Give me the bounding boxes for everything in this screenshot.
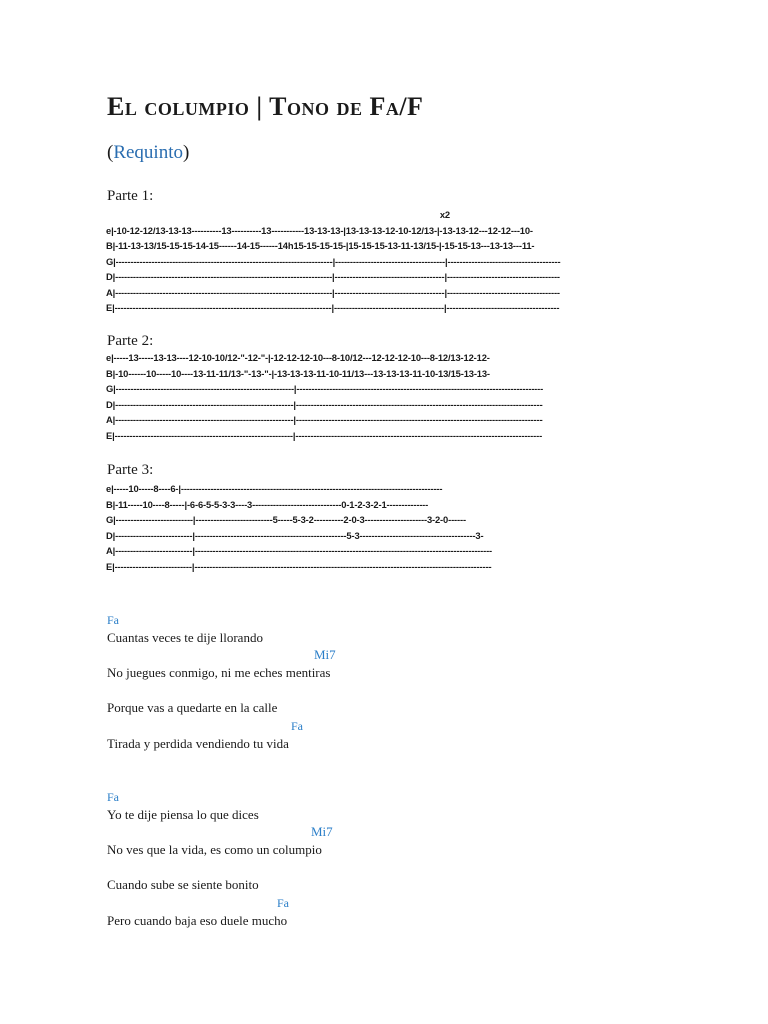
section-subtitle: [107, 142, 189, 164]
chord-line: [107, 646, 707, 664]
tab-line-low-e: E|------------------------------------------------------------|-----------------------------------------------------------------------------------: [106, 429, 543, 441]
tab-line-d: D|-------------------------------------------------------------------------|-------------------------------------|--------------------------------------: [106, 271, 560, 282]
part-1-tab: [106, 207, 560, 316]
blank-line: [107, 859, 707, 877]
tab-line-a: A|--------------------------|----------------------------------------------------------------------------------------------------: [106, 545, 493, 556]
tab-line-a: A|-------------------------------------------------------------------------|-------------------------------------|--------------------------------------: [106, 286, 560, 298]
lyric-line: Porque vas a quedarte en la calle: [107, 700, 278, 716]
part-3-tab: [106, 481, 492, 574]
tab-line: x2: [106, 209, 450, 220]
tab-line-e: e|-----10-----8----6-|----------------------------------------------------------------------------------------: [106, 483, 443, 494]
tab-line-g: G|------------------------------------------------------------|-----------------------------------------------------------------------------------: [106, 383, 544, 394]
chord-line: [107, 788, 707, 806]
part-1-label: Parte 1:: [107, 188, 154, 204]
tab-line-b: B|-11-13-13/15-15-15-14-15------14-15------14h15-15-15-15-|15-15-15-13-11-13/15-|-15-15-13---13-13---11-: [106, 240, 535, 251]
tab-line-a: A|------------------------------------------------------------|-----------------------------------------------------------------------------------: [106, 414, 543, 425]
tab-line-g: G|-------------------------------------------------------------------------|-------------------------------------|--------------------------------------: [106, 255, 561, 267]
tab-line-e: e|-10-12-12/13-13-13----------13----------13-----------13-13-13-|13-13-13-12-10-12/13-|-13-13-12---12-12---10-: [106, 224, 533, 236]
tab-line-d: D|--------------------------|---------------------------------------------------5-3---------------------------------------3-: [106, 529, 484, 541]
blank-line: [107, 682, 707, 700]
chord-line: [107, 894, 707, 912]
chord-line: [107, 823, 707, 841]
chord-label: Fa: [277, 896, 289, 910]
lyric-line: No juegues conmigo, ni me eches mentiras: [107, 665, 331, 681]
subtitle-close-paren: ): [183, 142, 190, 163]
lyric-line: Tirada y perdida vendiendo tu vida: [107, 735, 289, 751]
blank-line: [107, 753, 707, 771]
song-title: El columpio | Tono de Fa/F: [107, 92, 424, 121]
chord-label: Mi7: [314, 647, 336, 663]
lyric-line: Yo te dije piensa lo que dices: [107, 806, 259, 822]
blank-line: [107, 770, 707, 788]
lyric-line: Pero cuando baja eso duele mucho: [107, 912, 288, 928]
chord-line: [107, 717, 707, 735]
tab-line-g: G|--------------------------|--------------------------5-----5-3-2----------2-0-3---------------------3-2-0------: [106, 514, 466, 525]
lyrics-section: [107, 611, 707, 929]
tab-line-low-e: E|--------------------------|----------------------------------------------------------------------------------------------------: [106, 560, 492, 572]
chord-label: Fa: [291, 719, 303, 734]
lyric-line: No ves que la vida, es como un columpio: [107, 841, 322, 857]
tab-line-d: D|------------------------------------------------------------|-----------------------------------------------------------------------------------: [106, 398, 543, 410]
chord-label: Fa: [107, 613, 119, 627]
chord-label: Mi7: [311, 824, 333, 840]
tab-line-b: B|-11-----10----8-----|-6-6-5-5-3-3----3------------------------------0-1-2-3-2-1--------------: [106, 498, 429, 510]
lyric-line: Cuantas veces te dije llorando: [107, 629, 263, 645]
part-3-label: Parte 3:: [107, 462, 154, 478]
requinto-link[interactable]: Requinto: [113, 142, 183, 163]
chord-label: Fa: [107, 789, 119, 804]
tab-line-low-e: E|-------------------------------------------------------------------------|-------------------------------------|--------------------------------------: [106, 302, 560, 313]
tab-line-b: B|-10------10-----10----13-11-11/13-"-13-"-|-13-13-13-11-10-11/13---13-13-13-11-10-13/15-13-13-: [106, 367, 490, 379]
lyric-line: Cuando sube se siente bonito: [107, 877, 259, 893]
tab-line-e: e|-----13-----13-13----12-10-10/12-"-12-"-|-12-12-12-10---8-10/12---12-12-12-10---8-12/13-12-12-: [106, 352, 490, 363]
chord-line: [107, 611, 707, 629]
part-2-tab: [106, 350, 543, 443]
subtitle-open-paren: (: [107, 142, 114, 163]
part-2-label: Parte 2:: [107, 333, 154, 349]
